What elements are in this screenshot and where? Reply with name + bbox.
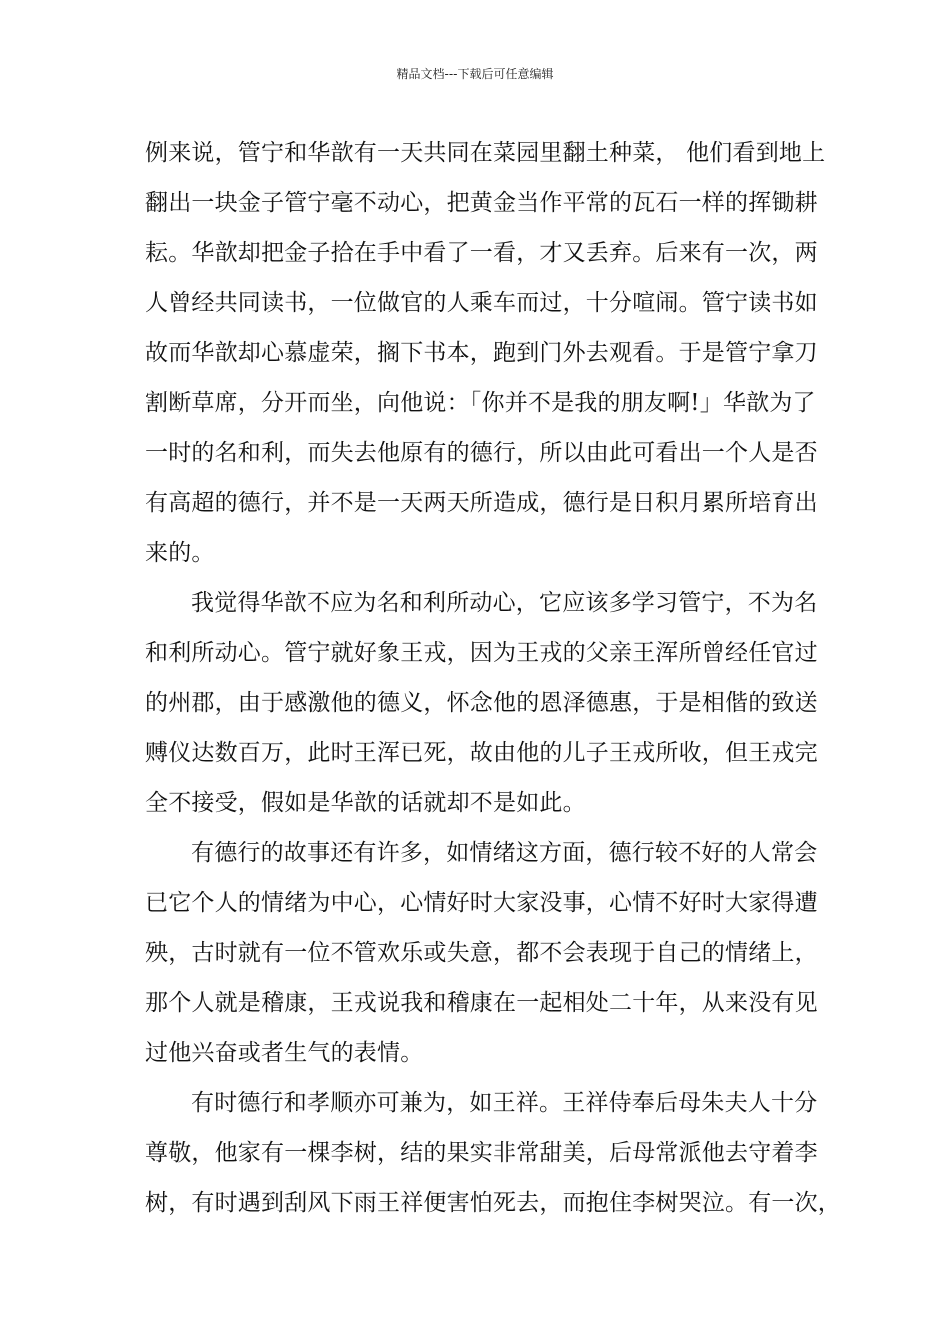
text-line: 例来说，管宁和华歆有一天共同在菜园里翻土种菜， 他们看到地上 (145, 140, 826, 166)
text-line: 有高超的德行，并不是一天两天所造成，德行是日积月累所培育出 (145, 490, 818, 516)
text-line: 尊敬，他家有一棵李树，结的果实非常甜美，后母常派他去守着李 (145, 1140, 818, 1166)
text-line: 过他兴奋或者生气的表情。 (145, 1040, 424, 1066)
text-line: 人曾经共同读书，一位做官的人乘车而过，十分喧闹。管宁读书如 (145, 290, 818, 316)
text-line: 一时的名和利，而失去他原有的德行，所以由此可看出一个人是否 (145, 440, 818, 466)
text-line: 有德行的故事还有许多，如情绪这方面，德行较不好的人常会 (191, 840, 818, 866)
paragraph-1 (145, 128, 825, 578)
page-header: 精品文档---下载后可任意编辑 (396, 67, 554, 81)
text-line: 我觉得华歆不应为名和利所动心，它应该多学习管宁，不为名 (191, 590, 818, 616)
text-line: 耘。华歆却把金子拾在手中看了一看，才又丢弃。后来有一次，两 (145, 240, 818, 266)
text-line: 赙仪达数百万，此时王浑已死，故由他的儿子王戎所收，但王戎完 (145, 740, 818, 766)
text-line: 已它个人的情绪为中心，心情好时大家没事，心情不好时大家得遭 (145, 890, 818, 916)
text-line: 的州郡，由于感激他的德义，怀念他的恩泽德惠，于是相偕的致送 (145, 690, 818, 716)
text-line: 树，有时遇到刮风下雨王祥便害怕死去，而抱住李树哭泣。有一次， (145, 1190, 841, 1216)
paragraph-4 (145, 1078, 841, 1228)
paragraph-2 (145, 578, 825, 828)
text-line: 和利所动心。管宁就好象王戎，因为王戎的父亲王浑所曾经任官过 (145, 640, 818, 666)
text-line: 割断草席，分开而坐，向他说：「你并不是我的朋友啊!」华歆为了 (145, 390, 816, 416)
text-line: 全不接受，假如是华歆的话就却不是如此。 (145, 790, 586, 816)
text-line: 故而华歆却心慕虚荣，搁下书本，跑到门外去观看。于是管宁拿刀 (145, 340, 818, 366)
text-line: 殃，古时就有一位不管欢乐或失意，都不会表现于自己的情绪上， (145, 940, 818, 966)
paragraph-3 (145, 828, 825, 1078)
document-body (145, 128, 841, 1228)
text-line: 那个人就是稽康，王戎说我和稽康在一起相处二十年，从来没有见 (145, 990, 818, 1016)
text-line: 来的。 (145, 540, 215, 566)
text-line: 翻出一块金子管宁毫不动心，把黄金当作平常的瓦石一样的挥锄耕 (145, 190, 818, 216)
text-line: 有时德行和孝顺亦可兼为，如王祥。王祥侍奉后母朱夫人十分 (191, 1090, 818, 1116)
